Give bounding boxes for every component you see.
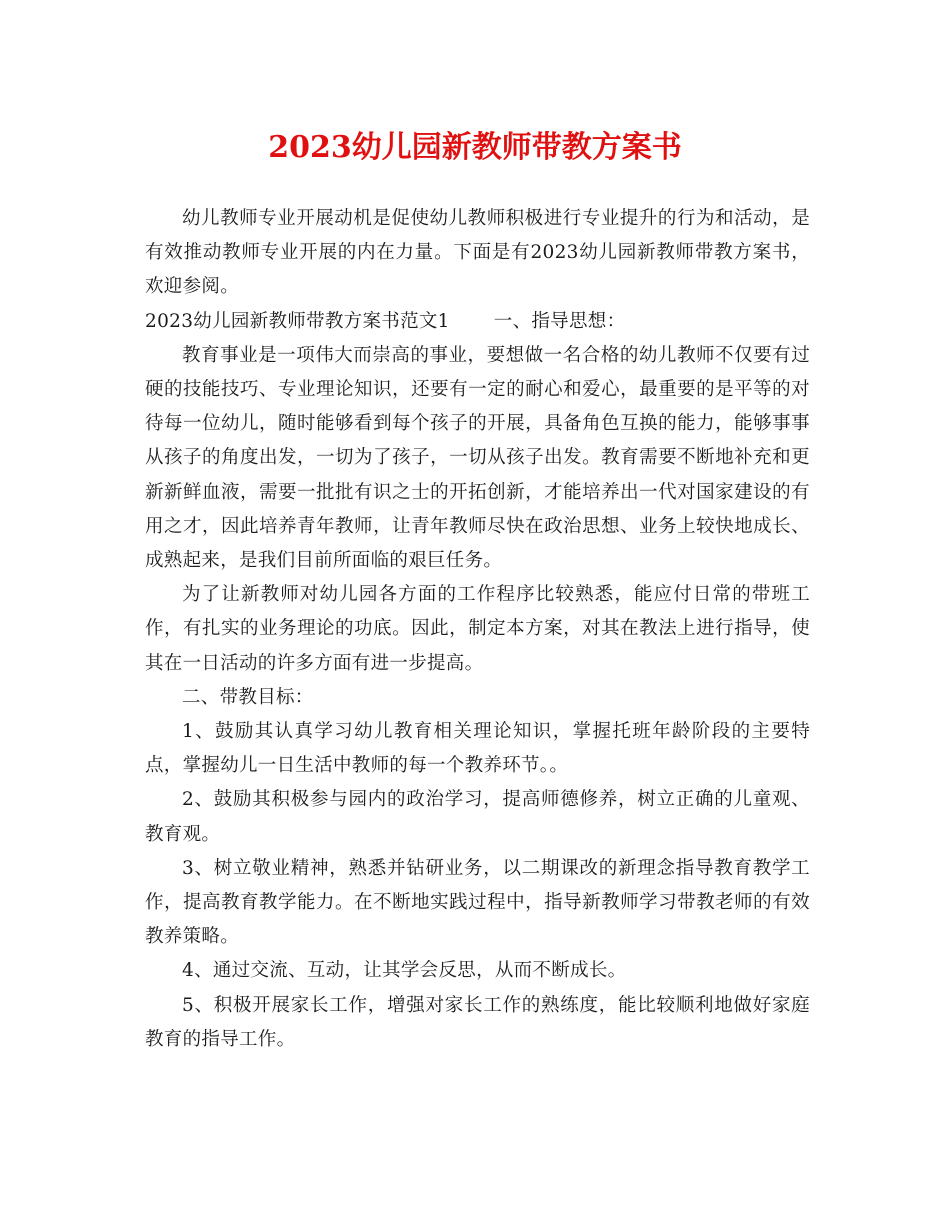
goal-item-5: 5、积极开展家长工作，增强对家长工作的熟练度，能比较顺利地做好家庭教育的指导工作。 <box>145 994 810 1050</box>
intro-paragraph: 幼儿教师专业开展动机是促使幼儿教师积极进行专业提升的行为和活动，是有效推动教师专业开展的内在力量。下面是有2023幼儿园新教师带教方案书，欢迎参阅。 <box>145 208 810 298</box>
goal-item-2: 2、鼓励其积极参与园内的政治学习，提高师德修养，树立正确的儿童观、教育观。 <box>145 789 810 845</box>
section1-heading: 一、指导思想： <box>493 310 626 332</box>
goal-item-1: 1、鼓励其认真学习幼儿教育相关理论知识，掌握托班年龄阶段的主要特点，掌握幼儿一日生活中教师的每一个教养环节。。 <box>145 721 810 777</box>
document-body <box>145 202 810 1057</box>
document-title: 2023幼儿园新教师带教方案书 <box>268 130 682 165</box>
section1-paragraph-2: 为了让新教师对幼儿园各方面的工作程序比较熟悉，能应付日常的带班工作，有扎实的业务理论的功底。因此，制定本方案，对其在教法上进行指导，使其在一日活动的许多方面有进一步提高。 <box>145 584 810 674</box>
section1-paragraph-1: 教育事业是一项伟大而崇高的事业，要想做一名合格的幼儿教师不仅要有过硬的技能技巧、专业理论知识，还要有一定的耐心和爱心，最重要的是平等的对待每一位幼儿，随时能够看到每个孩子的开展，具备角色互换的能力，能够事事从孩子的角度出发，一切为了孩子，一切从孩子出发。教育需要不断地补充和更新新鲜血液，需要一批批有识之士的开拓创新，才能培养出一代对国家建设的有用之才，因此培养青年教师，让青年教师尽快在政治思想、业务上较快地成长、成熟起来，是我们目前所面临的艰巨任务。 <box>145 344 810 572</box>
goal-item-4: 4、通过交流、互动，让其学会反思，从而不断成长。 <box>182 960 627 982</box>
section2-heading: 二、带教目标： <box>182 686 314 708</box>
sample-heading: 2023幼儿园新教师带教方案书范文1 <box>145 310 450 332</box>
sample-heading-line <box>145 305 810 339</box>
goal-item-3: 3、树立敬业精神，熟悉并钻研业务，以二期课改的新理念指导教育教学工作，提高教育教学能力。在不断地实践过程中，指导新教师学习带教老师的有效教养策略。 <box>145 857 810 948</box>
